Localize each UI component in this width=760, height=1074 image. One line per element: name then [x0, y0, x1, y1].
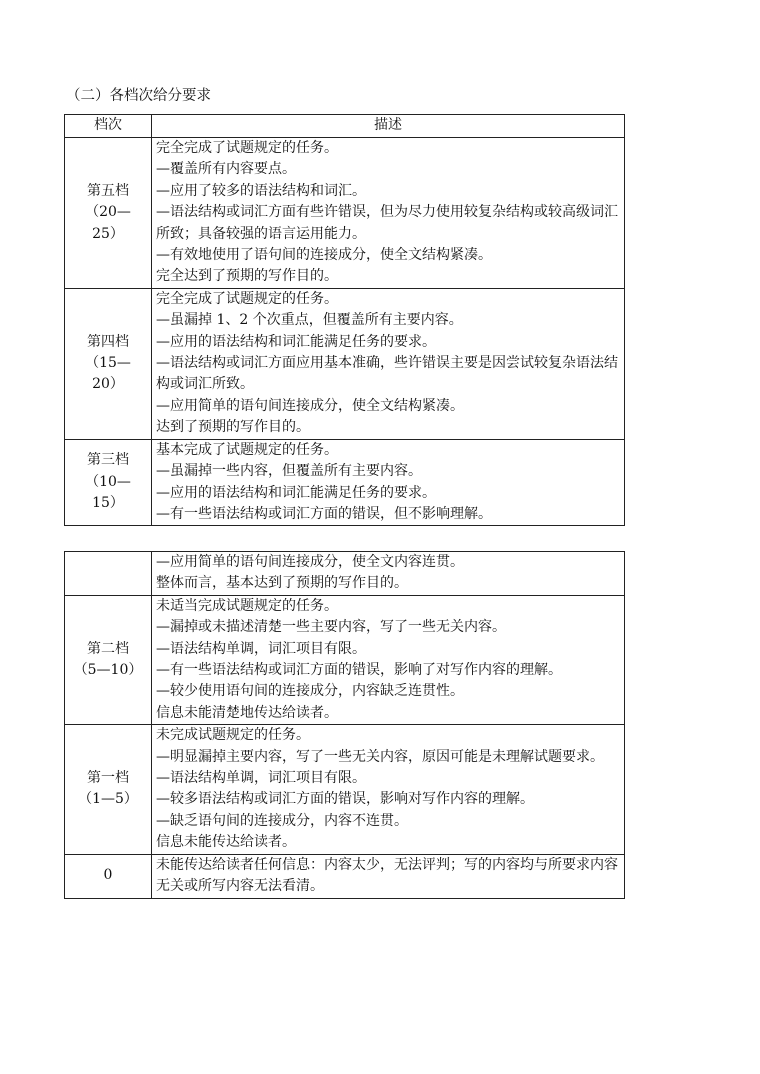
grade-level: 第二档 （5—10） [65, 595, 152, 724]
description-line: 信息未能清楚地传达给读者。 [156, 704, 338, 721]
grade-level: 第一档 （1—5） [65, 725, 152, 854]
description-line: —覆盖所有内容要点。 [156, 161, 296, 178]
description-line: —漏掉或未描述清楚一些主要内容，写了一些无关内容。 [156, 619, 506, 636]
grade-level: 0 [65, 854, 152, 898]
grade-description [152, 725, 625, 854]
description-line: —缺乏语句间的连接成分，内容不连贯。 [156, 812, 408, 829]
grade-level: 第五档 （20— 25） [65, 138, 152, 289]
table-row [65, 725, 625, 854]
description-line: —明显漏掉主要内容，写了一些无关内容，原因可能是未理解试题要求。 [156, 748, 604, 765]
description-line: —虽漏掉 1、2 个次重点，但覆盖所有主要内容。 [156, 312, 463, 329]
grade-level [65, 552, 152, 596]
description-line: 完全完成了试题规定的任务。 [156, 140, 338, 156]
description-line: 未能传达给读者任何信息：内容太少，无法评判；写的内容均与所要求内容无关或所写内容无法看清。 [156, 856, 618, 895]
header-description: 描述 [152, 115, 625, 138]
table-row [65, 854, 625, 898]
grade-level: 第四档 （15— 20） [65, 288, 152, 439]
description-line: 完全完成了试题规定的任务。 [156, 290, 338, 307]
table-row [65, 288, 625, 439]
grade-description [152, 439, 625, 526]
description-line: —有一些语法结构或词汇方面的错误，影响了对写作内容的理解。 [156, 662, 562, 679]
grade-description [152, 288, 625, 439]
description-line: 整体而言，基本达到了预期的写作目的。 [156, 575, 408, 592]
description-line: —应用的语法结构和词汇能满足任务的要求。 [156, 484, 436, 501]
description-line: —应用简单的语句间连接成分，使全文内容连贯。 [156, 554, 464, 570]
header-level: 档次 [65, 115, 152, 138]
description-line: —较少使用语句间的连接成分，内容缺乏连贯性。 [156, 683, 464, 700]
table-row [65, 138, 625, 289]
grade-description [152, 595, 625, 724]
table-header-row [65, 115, 625, 138]
table-row [65, 552, 625, 596]
description-line: 未适当完成试题规定的任务。 [156, 597, 338, 614]
description-line: —虽漏掉一些内容，但覆盖所有主要内容。 [156, 463, 422, 480]
description-line: —应用了较多的语法结构和词汇。 [156, 182, 366, 199]
description-line: —较多语法结构或词汇方面的错误，影响对写作内容的理解。 [156, 791, 534, 808]
description-line: —语法结构或词汇方面有些许错误，但为尽力使用较复杂结构或较高级词汇所致；具备较强的语言运用能力。 [156, 204, 618, 242]
table-row [65, 595, 625, 724]
description-line: 基本完成了试题规定的任务。 [156, 441, 338, 458]
grade-description [152, 138, 625, 289]
description-line: 完全达到了预期的写作目的。 [156, 268, 338, 285]
description-line: 信息未能传达给读者。 [156, 834, 296, 851]
table-row [65, 439, 625, 526]
grade-level: 第三档 （10— 15） [65, 439, 152, 526]
description-line: 未完成试题规定的任务。 [156, 727, 310, 744]
description-line: —语法结构单调，词汇项目有限。 [156, 640, 366, 657]
grade-description [152, 854, 625, 898]
section-title: （二）各档次给分要求 [66, 88, 211, 104]
description-line: —有一些语法结构或词汇方面的错误，但不影响理解。 [156, 505, 492, 522]
description-line: 达到了预期的写作目的。 [156, 419, 310, 436]
description-line: —语法结构或词汇方面应用基本准确，些许错误主要是因尝试较复杂语法结构或词汇所致。 [156, 355, 618, 393]
description-line: —语法结构单调，词汇项目有限。 [156, 770, 366, 787]
scoring-table-part1 [64, 114, 625, 526]
grade-description [152, 552, 625, 596]
description-line: —应用的语法结构和词汇能满足任务的要求。 [156, 333, 436, 350]
description-line: —应用简单的语句间连接成分，使全文结构紧凑。 [156, 397, 464, 414]
description-line: —有效地使用了语句间的连接成分，使全文结构紧凑。 [156, 247, 492, 264]
scoring-table-part2 [64, 551, 625, 899]
